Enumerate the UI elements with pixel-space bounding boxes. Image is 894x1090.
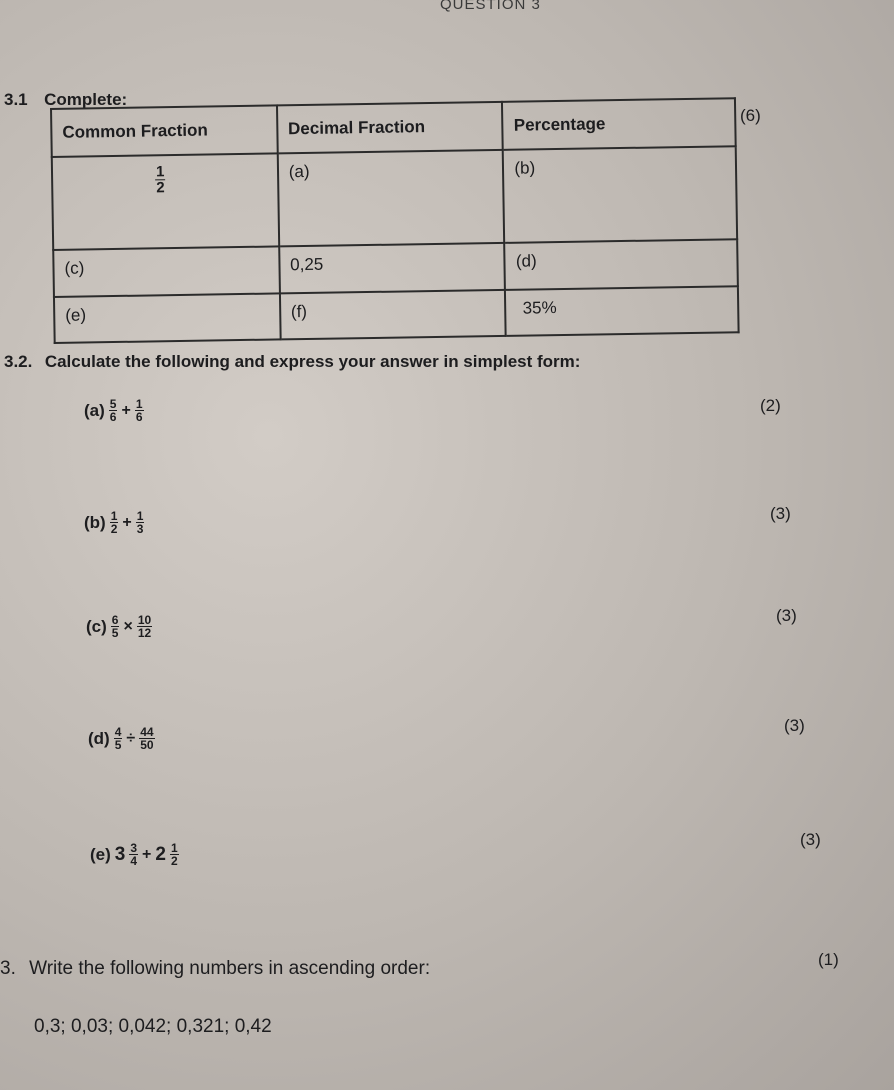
operator: ÷: [126, 729, 136, 747]
fraction: $\frac{4}{5}$: [114, 725, 122, 752]
fraction: $\frac{3}{4}$: [130, 841, 138, 868]
q32-item-c: [86, 614, 152, 639]
q32-item-a: [84, 398, 144, 423]
fraction: $\frac{1}{3}$: [136, 509, 144, 536]
q32-marks-a: (2): [760, 396, 781, 415]
q32-heading: [4, 352, 580, 372]
cell-decimal-025: 0,25: [279, 243, 505, 293]
q33-marks: (1): [818, 950, 839, 969]
fraction: $\frac{1}{2}$: [110, 509, 118, 536]
cell-d[interactable]: (d): [505, 239, 738, 289]
q32-item-b: [84, 510, 144, 535]
q32-marks-b: (3): [770, 504, 791, 523]
fraction: $\frac{6}{5}$: [111, 613, 119, 640]
q32-number: 3.2.: [4, 352, 33, 371]
operator: +: [122, 513, 132, 531]
item-label: (c): [86, 616, 107, 636]
header-decimal-fraction: Decimal Fraction: [277, 102, 503, 154]
cell-f[interactable]: (f): [280, 289, 506, 339]
operator: ×: [123, 617, 133, 635]
q33-number: 3.: [0, 958, 16, 979]
cell-b[interactable]: (b): [503, 147, 737, 243]
q31-number: 3.1: [4, 90, 28, 109]
cell-percent-35: 35%: [505, 286, 738, 336]
conversion-table: [50, 97, 740, 344]
q32-marks-e: (3): [800, 830, 821, 849]
fraction: $\frac{10}{12}$: [137, 613, 152, 640]
q31-title: Complete:: [44, 90, 128, 109]
q31-marks: (6): [740, 106, 761, 125]
q32-item-e: [90, 842, 179, 867]
q32-marks-d: (3): [784, 716, 805, 735]
fraction: $\frac{1}{2}$: [170, 841, 178, 868]
number-list: 0,3; 0,03; 0,042; 0,321; 0,42: [34, 1016, 272, 1037]
item-label: (d): [88, 728, 110, 748]
cell-fraction-half: [52, 154, 279, 250]
header-percentage: Percentage: [502, 98, 735, 150]
q32-title: Calculate the following and express your answer in simplest form:: [44, 352, 581, 371]
cell-a[interactable]: (a): [277, 150, 504, 246]
fraction-half: $\frac{1}{2}$: [155, 163, 165, 197]
whole-number: 2: [155, 843, 166, 865]
q33-heading: [0, 958, 430, 980]
table-row: [54, 286, 739, 343]
whole-number: 3: [114, 843, 126, 865]
fraction: $\frac{44}{50}$: [140, 725, 154, 752]
table-row: [52, 147, 737, 251]
fraction: $\frac{1}{6}$: [135, 397, 143, 424]
item-label: (e): [90, 844, 111, 864]
question-header: QUESTION 3: [440, 0, 541, 13]
q32-item-d: [88, 726, 155, 751]
item-label: (a): [84, 400, 105, 420]
cell-c[interactable]: (c): [53, 247, 279, 297]
item-label: (b): [84, 512, 106, 532]
q33-title: Write the following numbers in ascending order:: [29, 958, 431, 979]
cell-e[interactable]: (e): [54, 293, 280, 343]
operator: +: [121, 401, 131, 419]
operator: +: [142, 845, 152, 863]
q32-marks-c: (3): [776, 606, 797, 625]
fraction: $\frac{5}{6}$: [109, 397, 117, 424]
header-common-fraction: Common Fraction: [51, 105, 277, 157]
